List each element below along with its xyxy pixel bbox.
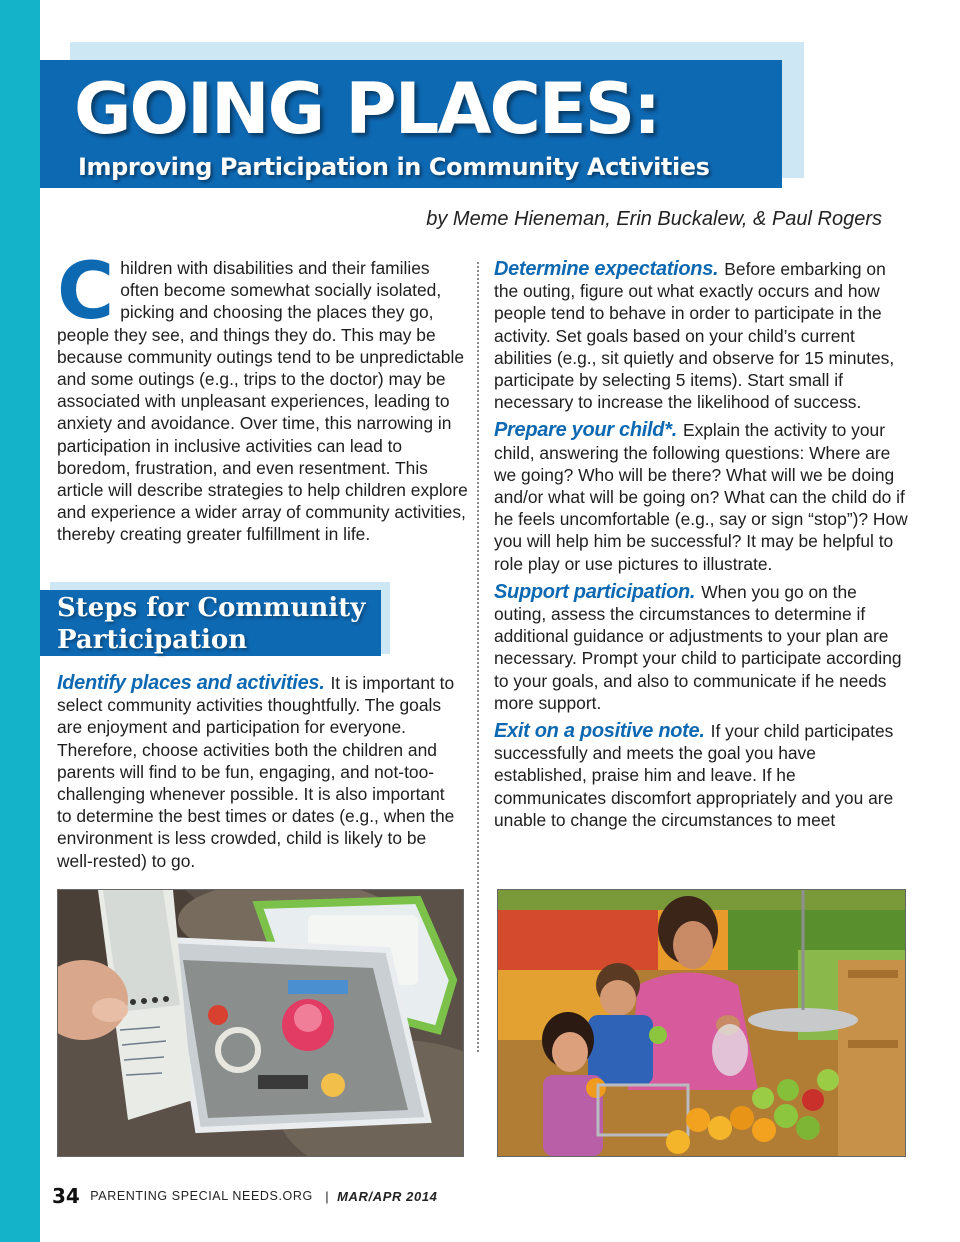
section-exit [494, 720, 908, 831]
section-lead: Support participation. [494, 580, 696, 603]
intro-column [57, 247, 469, 546]
drop-cap: C [57, 247, 115, 337]
article-byline: by Meme Hieneman, Erin Buckalew, & Paul Rogers [426, 208, 882, 230]
section-text: It is important to select community activities thoughtfully. The goals are enjoyment and participation for everyone. Therefore, choose activities both the children and parents will find to be fun, engaging, and not-too-challenging whenever possible. It is also important to determine the best times or dates (e.g., when the environment is less crowded, child is likely to be well-rested) to go. [57, 673, 455, 871]
section-lead: Prepare your child*. [494, 419, 677, 442]
section-prepare [494, 419, 908, 574]
section-lead: Determine expectations. [494, 258, 719, 280]
photo-toolkit-box-icon [58, 890, 463, 1156]
footer-issue: MAR/APR 2014 [337, 1188, 438, 1204]
left-color-stripe [0, 0, 40, 1242]
photo-family-grocery-icon [498, 890, 905, 1156]
section-determine [494, 258, 908, 413]
article-subtitle: Improving Participation in Community Activities [78, 153, 710, 181]
footer-separator: | [325, 1188, 329, 1204]
page-footer [52, 1184, 438, 1208]
toolkit-photo [57, 889, 464, 1157]
column-divider [477, 262, 479, 1052]
footer-site: PARENTING SPECIAL NEEDS.ORG [90, 1189, 313, 1203]
page-number: 34 [52, 1184, 80, 1208]
intro-text: hildren with disabilities and their families often become somewhat socially isolated, picking and choosing the places they go, people they see, and things they do. This may be because community outings tend to be unpredictable and some outings (e.g., trips to the doctor) may be associated with unpleasant experiences, leading to anxiety and avoidance. Over time, this narrowing in participation in inclusive activities can lead to boredom, frustration, and even resentment. This article will describe strategies to help children explore and experience a wider array of community activities, thereby creating greater fulfillment in life. [57, 258, 468, 545]
right-column [494, 258, 908, 837]
intro-paragraph [57, 247, 469, 546]
section-lead: Exit on a positive note. [494, 720, 705, 743]
section-text: If your child participates successfully and meets the goal you have established, praise him and leave. If he communicates discomfort appropriately and you are unable to change the circumstances to meet [494, 721, 894, 830]
steps-heading: Steps for Community Participation [57, 593, 366, 655]
section-identify [57, 672, 462, 872]
section-support [494, 581, 908, 714]
section-text: Explain the activity to your child, answering the following questions: Where are we going? Who will be there? What will we be doing and/or what will be going on? What can the child do if he feels uncomfortable (e.g., say or sign “stop”)? How you will help him be successful? It may be helpful to role play or use pictures to illustrate. [494, 420, 908, 574]
section-text: Before embarking on the outing, figure out what exactly occurs and how people tend to behave in order to participate in the activity. Set goals based on your child’s current abilities (e.g., sit quietly and observe for 15 minutes, participate by selecting 5 items). Start small if necessary to increase the likelihood of success. [494, 259, 895, 413]
section-text: When you go on the outing, assess the circumstances to determine if additional guidance or adjustments to your plan are necessary. Prompt your child to participate according to your goals, and also to communicate if he needs more support. [494, 581, 902, 713]
article-title: GOING PLACES: [74, 68, 660, 150]
section-lead: Identify places and activities. [57, 672, 325, 694]
grocery-photo [497, 889, 906, 1157]
left-column-steps [57, 672, 462, 878]
